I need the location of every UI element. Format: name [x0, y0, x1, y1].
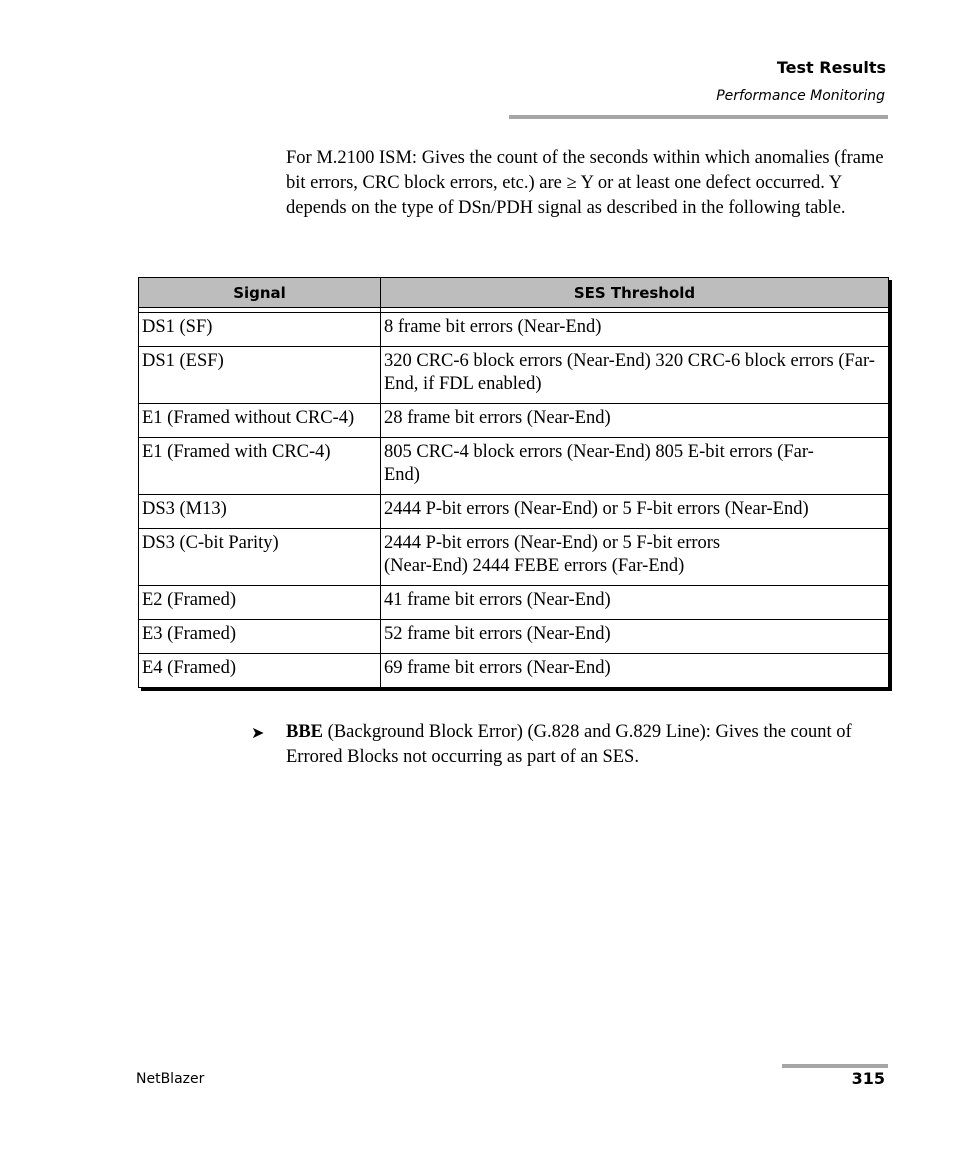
table-row: [139, 313, 889, 347]
signal-cell: DS1 (ESF): [139, 347, 381, 404]
table-row: [139, 495, 889, 529]
threshold-cell: 2444 P-bit errors (Near-End) or 5 F-bit errors (Near-End) 2444 FEBE errors (Far-End): [381, 529, 889, 586]
bbe-term: BBE: [286, 722, 324, 742]
footer-rule: [782, 1064, 888, 1068]
table-row: [139, 654, 889, 688]
threshold-cell: 52 frame bit errors (Near-End): [381, 620, 889, 654]
signal-cell: E3 (Framed): [139, 620, 381, 654]
header-subtitle: Performance Monitoring: [716, 88, 885, 104]
table-row: [139, 347, 889, 404]
footer-product-name: NetBlazer: [136, 1071, 205, 1087]
threshold-cell: 320 CRC-6 block errors (Near-End) 320 CRC-6 block errors (Far-End, if FDL enabled): [381, 347, 889, 404]
intro-paragraph: For M.2100 ISM: Gives the count of the seconds within which anomalies (frame bit errors, CRC block errors, etc.) are ≥ Y or at least one defect occurred. Y depends on the type of DSn/PDH signal as described in the following table.: [286, 148, 884, 218]
signal-cell: E2 (Framed): [139, 586, 381, 620]
threshold-cell: 8 frame bit errors (Near-End): [381, 313, 889, 347]
bbe-paragraph: [286, 720, 896, 770]
threshold-cell: 2444 P-bit errors (Near-End) or 5 F-bit errors (Near-End): [381, 495, 889, 529]
bbe-description: (Background Block Error) (G.828 and G.829 Line): Gives the count of Errored Blocks not occurring as part of an SES.: [286, 722, 852, 767]
page-number: 315: [851, 1069, 885, 1088]
threshold-cell: 41 frame bit errors (Near-End): [381, 586, 889, 620]
column-header-ses-threshold: SES Threshold: [381, 278, 889, 308]
table-row: [139, 438, 889, 495]
column-header-signal: Signal: [139, 278, 381, 308]
header-title: Test Results: [776, 58, 886, 77]
table-row: [139, 620, 889, 654]
threshold-cell: 28 frame bit errors (Near-End): [381, 404, 889, 438]
signal-cell: DS3 (M13): [139, 495, 381, 529]
threshold-cell: 805 CRC-4 block errors (Near-End) 805 E-bit errors (Far-End): [381, 438, 889, 495]
ses-threshold-table: [138, 277, 889, 688]
signal-cell: DS1 (SF): [139, 313, 381, 347]
header-rule: [509, 115, 888, 119]
table-row: [139, 529, 889, 586]
signal-cell: E1 (Framed without CRC-4): [139, 404, 381, 438]
table-row: [139, 404, 889, 438]
table-header-row: [139, 278, 889, 308]
signal-cell: DS3 (C-bit Parity): [139, 529, 381, 586]
signal-cell: E4 (Framed): [139, 654, 381, 688]
signal-cell: E1 (Framed with CRC-4): [139, 438, 381, 495]
arrow-bullet-icon: ➤: [251, 723, 265, 742]
threshold-cell: 69 frame bit errors (Near-End): [381, 654, 889, 688]
table-row: [139, 586, 889, 620]
